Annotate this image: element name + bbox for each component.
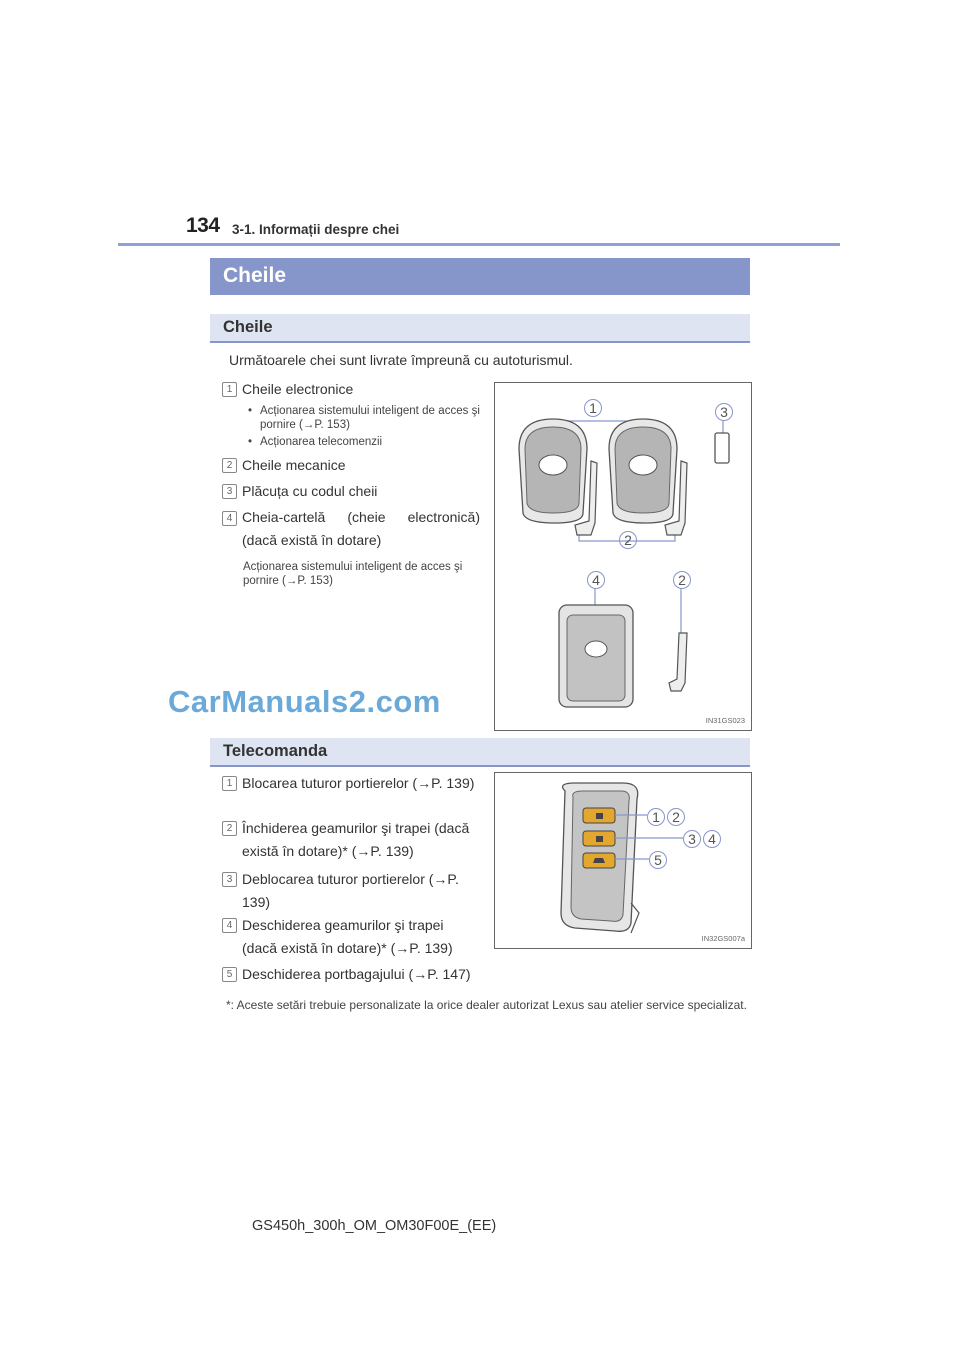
keys-intro: Următoarele chei sunt livrate împreună cu autoturismul. (229, 352, 573, 368)
remote-callout-4: 4 (703, 830, 721, 848)
callout-2: 2 (619, 531, 637, 549)
callout-2b: 2 (673, 571, 691, 589)
remote-drawing (495, 773, 751, 948)
watermark: CarManuals2.com (168, 684, 441, 719)
header-rule (118, 243, 840, 246)
card-key-note: Acționarea sistemului inteligent de acces şi pornire (→P. 153) (243, 561, 463, 587)
keys-heading-band (210, 314, 750, 343)
callout-1: 1 (584, 399, 602, 417)
item-key-number-plate: Plăcuța cu codul cheii (242, 483, 378, 499)
remote-figure-code: IN32GS007a (701, 934, 745, 943)
footer-model-code: GS450h_300h_OM_OM30F00E_(EE) (252, 1218, 497, 1234)
item-number: 5 (222, 967, 237, 982)
item-electronic-keys: Cheile electronice (242, 381, 354, 397)
page-number: 134 (186, 214, 220, 237)
callout-4: 4 (587, 571, 605, 589)
remote-open-windows: Deschiderea geamurilor şi trapei (dacă există în dotare)* (→P. 139) (242, 917, 453, 956)
section-title: 3-1. Informații despre chei (232, 222, 400, 237)
bullet-remote: Acționarea telecomenzii (260, 436, 383, 448)
remote-callout-1: 1 (647, 808, 665, 826)
keys-drawing (495, 383, 751, 730)
item-number: 2 (222, 458, 237, 473)
bullet-smart-access: Acționarea sistemului inteligent de acces şi pornire (→P. 153) (260, 405, 480, 431)
remote-callout-5: 5 (649, 851, 667, 869)
item-number: 2 (222, 821, 237, 836)
remote-heading: Telecomanda (223, 742, 328, 760)
remote-open-trunk: Deschiderea portbagajului (→P. 147) (242, 966, 471, 982)
chapter-title-band (210, 258, 750, 295)
remote-callout-2: 2 (667, 808, 685, 826)
item-number: 1 (222, 776, 237, 791)
item-mechanical-keys: Cheile mecanice (242, 457, 346, 473)
remote-unlock-all: Deblocarea tuturor portierelor (→P. 139) (242, 871, 459, 910)
chapter-title: Cheile (223, 264, 287, 287)
item-number: 3 (222, 872, 237, 887)
remote-heading-band (210, 738, 750, 767)
item-card-key: Cheia-cartelă (cheie electronică) (dacă există în dotare) (242, 509, 480, 548)
figure-code: IN31GS023 (705, 716, 745, 725)
keys-illustration (494, 382, 752, 731)
remote-lock-all: Blocarea tuturor portierelor (→P. 139) (242, 775, 475, 791)
callout-3: 3 (715, 403, 733, 421)
item-number: 3 (222, 484, 237, 499)
item-number: 1 (222, 382, 237, 397)
footnote: *: Aceste setări trebuie personalizate la orice dealer autorizat Lexus sau atelier service specializat. (226, 998, 747, 1012)
item-number: 4 (222, 918, 237, 933)
bullet-marker: • (248, 405, 253, 417)
remote-close-windows: Închiderea geamurilor şi trapei (dacă există în dotare)* (→P. 139) (242, 820, 470, 859)
bullet-marker: • (248, 436, 253, 448)
item-number: 4 (222, 511, 237, 526)
keys-heading: Cheile (223, 318, 273, 336)
remote-illustration (494, 772, 752, 949)
remote-callout-3: 3 (683, 830, 701, 848)
